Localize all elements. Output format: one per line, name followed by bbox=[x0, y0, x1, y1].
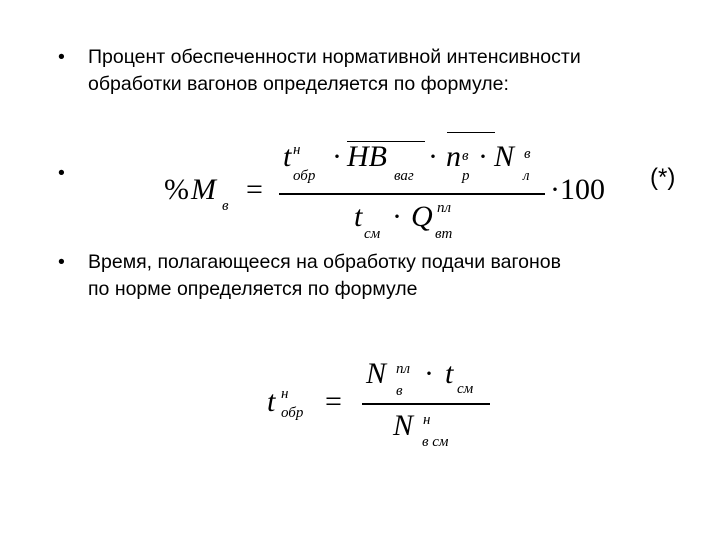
den-dot: · bbox=[392, 200, 402, 233]
formula-times-100: ·100 bbox=[550, 173, 605, 206]
num2-N: N bbox=[366, 357, 387, 390]
num-n: n bbox=[446, 140, 461, 173]
lhs-t-sub: обр bbox=[281, 405, 304, 421]
formula-label: (*) bbox=[650, 164, 676, 191]
num-t: t bbox=[283, 140, 292, 173]
num2-dot: · bbox=[424, 357, 434, 390]
formula-equals: = bbox=[246, 173, 263, 206]
bullet-marker: • bbox=[58, 162, 65, 184]
den-t: t bbox=[354, 200, 363, 233]
num-n-sub: р bbox=[462, 168, 470, 184]
lhs-t: t bbox=[267, 385, 276, 418]
num-N-sup: в bbox=[524, 146, 531, 162]
bullet-text-line2: по норме определяется по формуле bbox=[88, 278, 418, 300]
den2-N-sup: н bbox=[423, 412, 431, 428]
num-N-sub: л bbox=[523, 168, 530, 184]
num-N: N bbox=[494, 140, 515, 173]
formula-lhs-sub: в bbox=[222, 198, 229, 214]
formula2-equals: = bbox=[325, 385, 342, 418]
den-t-sub: см bbox=[364, 226, 381, 242]
lhs-t-sup: н bbox=[281, 386, 289, 402]
num-t-sup: н bbox=[293, 142, 301, 158]
den-Q-sup: пл bbox=[437, 200, 452, 216]
num-dot2: · bbox=[428, 140, 438, 173]
den-Q: Q bbox=[411, 200, 433, 233]
bullet-text-line1: Процент обеспеченности нормативной интенсивности bbox=[88, 46, 581, 68]
bullet-text-line1: Время, полагающееся на обработку подачи вагонов bbox=[88, 251, 561, 273]
den-Q-sub: вт bbox=[435, 226, 453, 242]
num-dot1: · bbox=[332, 140, 342, 173]
num-HB-sub: ваг bbox=[394, 168, 414, 184]
formula2-fraction-bar bbox=[362, 403, 490, 405]
den2-N-sub: в см bbox=[422, 434, 449, 450]
num2-t-sub: см bbox=[457, 381, 474, 397]
bullet-marker: • bbox=[58, 46, 65, 68]
bullet-marker: • bbox=[58, 251, 65, 273]
bullet-text-line2: обработки вагонов определяется по формуле: bbox=[88, 73, 509, 95]
formula-percent-sign: % bbox=[164, 173, 189, 206]
den2-N: N bbox=[393, 409, 414, 442]
num2-N-sub: в bbox=[396, 383, 403, 399]
formula-lhs-M: M bbox=[191, 173, 216, 206]
num2-N-sup: пл bbox=[396, 361, 411, 377]
num-t-sub: обр bbox=[293, 168, 316, 184]
num2-t: t bbox=[445, 357, 454, 390]
num-dot3: · bbox=[478, 140, 488, 173]
num-HB: HB bbox=[347, 140, 387, 173]
num-n-sup: в bbox=[462, 148, 469, 164]
